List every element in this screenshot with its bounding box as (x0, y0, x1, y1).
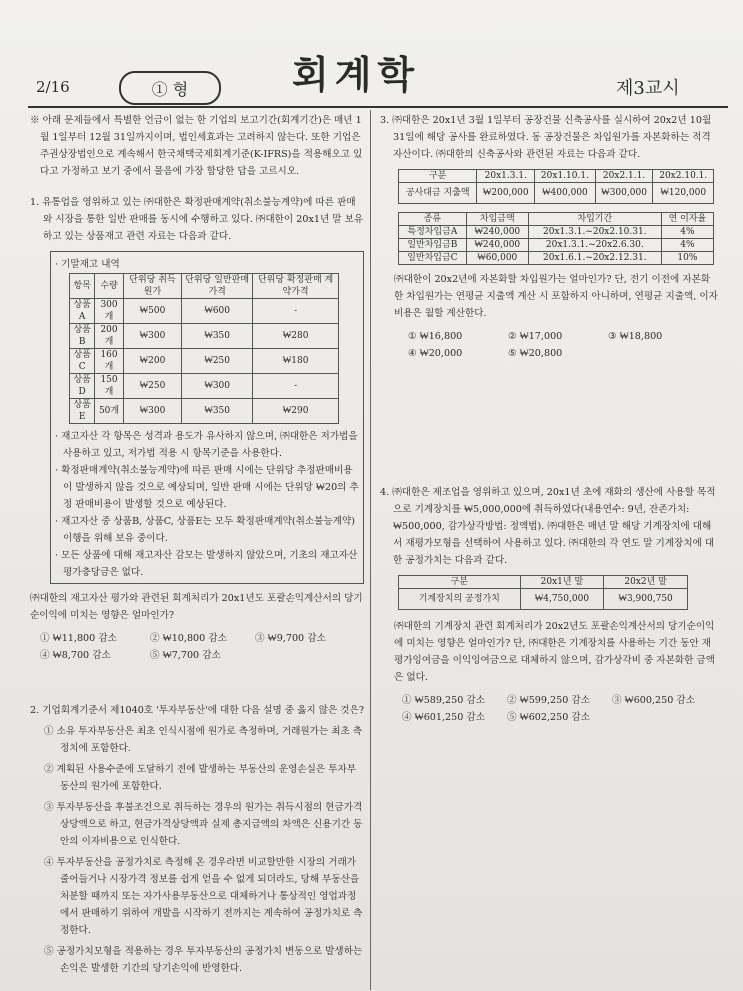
table-cell: ₩240,000 (466, 226, 528, 239)
option[interactable]: ⑤ ₩20,800 (508, 348, 563, 359)
exam-session: 제3교시 (616, 78, 680, 99)
table-cell: - (253, 374, 339, 399)
q1-question: ㈜대한의 재고자산 평가와 관련된 회계처리가 20x1년도 포괄손익계산서의 당기순이익에 미치는 영향은 얼마인가? (30, 593, 363, 621)
note-item: · 재고자산 각 항목은 성격과 용도가 유사하지 않으며, ㈜대한은 저가법을 사용하고 있고, 저가법 적용 시 항목기준을 사용한다. (55, 431, 358, 459)
table-cell: 상품E (70, 399, 95, 424)
table-cell: 150개 (95, 374, 124, 399)
table-row (399, 589, 688, 610)
option[interactable]: ③ 투자부동산을 후불조건으로 취득하는 경우의 원가는 취득시점의 현금가격상당액으로 하고, 현금가격상당액과 실제 총지급액의 차액은 신용기간 동안의 이자비용으로 인식한다. (44, 802, 363, 847)
option[interactable]: ① 소유 투자부동산은 최초 인식시점에 원가로 측정하며, 거래원가는 최초 측정치에 포함한다. (44, 726, 363, 754)
table-header: 20x1.10.1. (535, 170, 595, 183)
table-cell: 상품B (70, 324, 95, 349)
table-header: 수량 (95, 274, 124, 299)
table-header: 항목 (70, 274, 95, 299)
table-cell: ₩400,000 (535, 183, 595, 204)
q3-borrowing-table (398, 212, 714, 265)
table-cell: 10% (661, 252, 713, 265)
table-row (70, 374, 339, 399)
table-cell: ₩350 (182, 399, 253, 424)
table-cell: 20x1.3.1.~20x2.6.30. (528, 239, 661, 252)
table-row (399, 226, 714, 239)
option[interactable]: ③ ₩600,250 감소 (612, 695, 695, 706)
option[interactable]: ④ ₩601,250 감소 (402, 712, 485, 723)
table-header: 20x1.3.1. (477, 170, 535, 183)
table-cell: 4% (661, 226, 713, 239)
q4-question: ㈜대한의 기계장치 관련 회계처리가 20x2년도 포괄손익계산서의 당기순이익에 미치는 영향은 얼마인가? 단, ㈜대한은 기계장치를 사용하는 기간 동안 재평가잉여금을 이익잉여금으로 대체하지 않으며, 감가상각비 중 자본화한 금액은 없다. (394, 621, 715, 683)
q4-fair-value-table (398, 575, 688, 610)
q3-options (380, 328, 718, 362)
table-row (70, 299, 339, 324)
q3-stem: 3. ㈜대한은 20x1년 3월 1일부터 공장건물 신축공사를 실시하여 20x2년 10월 31일에 해당 공사를 완료하였다. 동 공장건물은 차입원가를 자본화하는 적격자산이다. ㈜대한의 신축공사와 관련된 자료는 다음과 같다. (380, 115, 712, 160)
right-column (380, 112, 718, 726)
table-cell: ₩250 (182, 349, 253, 374)
option[interactable]: ④ 투자부동산을 공정가치로 측정해 온 경우라면 비교할만한 시장의 거래가 줄어들거나 시장가격 정보를 쉽게 얻을 수 없게 되더라도, 당해 부동산을 처분할 때까지 또는 자가사용부동산으로 대체하거나 통상적인 영업과정에서 판매하기 위하여 개발을 시작하기 전까지는 계속하여 공정가치로 측정한다. (44, 857, 363, 936)
table-cell: ₩120,000 (653, 183, 714, 204)
table-cell: - (253, 299, 339, 324)
table-cell: ₩180 (253, 349, 339, 374)
q1-data-box (50, 251, 364, 584)
note-item: · 재고자산 중 상품B, 상품C, 상품E는 모두 확정판매계약(취소불능계약) 이행을 위해 보유 중이다. (55, 516, 355, 544)
table-row (70, 399, 339, 424)
column-divider (370, 110, 371, 990)
option[interactable]: ⑤ ₩602,250 감소 (507, 712, 590, 723)
table-header: 연 이자율 (661, 213, 713, 226)
table-cell: ₩280 (253, 324, 339, 349)
option[interactable]: ③ ₩9,700 감소 (255, 633, 326, 644)
option[interactable]: ③ ₩18,800 (608, 331, 663, 342)
table-cell: 50개 (95, 399, 124, 424)
note-item: · 모든 상품에 대해 재고자산 감모는 발생하지 않았으며, 기초의 재고자산평가충당금은 없다. (55, 550, 358, 578)
option[interactable]: ① ₩589,250 감소 (402, 695, 485, 706)
table-cell: 특정차입금A (399, 226, 467, 239)
q3-expenditure-table (398, 169, 714, 204)
option[interactable]: ① ₩11,800 감소 (40, 633, 117, 644)
table-row (70, 324, 339, 349)
header-rule (28, 106, 728, 108)
table-cell: ₩300 (123, 324, 181, 349)
table-cell: 20x1.3.1.~20x2.10.31. (528, 226, 661, 239)
table-cell: 공사대금 지출액 (399, 183, 477, 204)
table-cell: ₩250 (123, 374, 181, 399)
q2-items (30, 723, 364, 977)
table-header: 20x1년 말 (520, 576, 604, 589)
table-cell: ₩290 (253, 399, 339, 424)
table-header: 구분 (399, 576, 521, 589)
table-row (399, 239, 714, 252)
table-cell: ₩4,750,000 (520, 589, 604, 610)
table-header: 20x2.10.1. (653, 170, 714, 183)
table-cell: 4% (661, 239, 713, 252)
table-header: 단위당 확정판매 계약가격 (253, 274, 339, 299)
table-row (70, 349, 339, 374)
table-header: 차입금액 (466, 213, 528, 226)
table-cell: ₩300 (123, 399, 181, 424)
q4-options (380, 692, 718, 726)
page-title: 회계학 (292, 52, 421, 97)
option[interactable]: ① ₩16,800 (408, 331, 463, 342)
page-number: 2/16 (36, 78, 70, 96)
option[interactable]: ② ₩17,000 (508, 331, 563, 342)
option[interactable]: ⑤ ₩7,700 감소 (150, 650, 221, 661)
left-column (30, 112, 364, 977)
q1-options (30, 630, 364, 664)
table-cell: ₩200 (123, 349, 181, 374)
table-header: 단위당 취득원가 (123, 274, 181, 299)
table-header: 차입기간 (528, 213, 661, 226)
table-cell: ₩300 (182, 374, 253, 399)
q1-box-title: · 기말재고 내역 (55, 259, 120, 270)
option[interactable]: ② 계획된 사용수준에 도달하기 전에 발생하는 부동산의 운영손실은 투자부동산의 원가에 포함한다. (44, 764, 357, 792)
table-cell: ₩200,000 (477, 183, 535, 204)
table-cell: 상품C (70, 349, 95, 374)
table-header: 20x2년 말 (604, 576, 688, 589)
table-header: 20x2.1.1. (595, 170, 653, 183)
table-cell: 300개 (95, 299, 124, 324)
table-cell: 일반차입금B (399, 239, 467, 252)
table-cell: 기계장치의 공정가치 (399, 589, 521, 610)
table-cell: 상품D (70, 374, 95, 399)
table-header: 구분 (399, 170, 477, 183)
q2-stem: 2. 기업회계기준서 제1040호 '투자부동산'에 대한 다음 설명 중 옳지 않은 것은? (30, 705, 364, 716)
table-row (399, 252, 714, 265)
option[interactable]: ② ₩10,800 감소 (150, 633, 227, 644)
table-cell: ₩60,000 (466, 252, 528, 265)
table-cell: 상품A (70, 299, 95, 324)
q1-notes (55, 428, 359, 581)
table-cell: 160개 (95, 349, 124, 374)
table-cell: ₩300,000 (595, 183, 653, 204)
table-cell: 20x1.6.1.~20x2.12.31. (528, 252, 661, 265)
table-cell: 일반차입금C (399, 252, 467, 265)
table-cell: ₩3,900,750 (604, 589, 688, 610)
table-cell: ₩240,000 (466, 239, 528, 252)
table-row (399, 183, 714, 204)
option[interactable]: ④ ₩20,000 (408, 348, 463, 359)
instructions: ※ 아래 문제들에서 특별한 언급이 없는 한 기업의 보고기간(회계기간)은 매년 1월 1일부터 12월 31일까지이며, 법인세효과는 고려하지 않는다. 또한 기업은 주권상장법인으로 계속해서 한국채택국제회계기준(K-IFRS)을 적용해오고 있다고 가정하고 보기 중에서 물음에 가장 합당한 답을 고르시오. (30, 115, 363, 177)
exam-form-type: ① 형 (119, 71, 221, 105)
table-cell: ₩350 (182, 324, 253, 349)
option[interactable]: ② ₩599,250 감소 (507, 695, 590, 706)
table-cell: 200개 (95, 324, 124, 349)
table-header: 종류 (399, 213, 467, 226)
q4-stem: 4. ㈜대한은 제조업을 영위하고 있으며, 20x1년 초에 재화의 생산에 사용할 목적으로 기계장치를 ₩5,000,000에 취득하였다(내용연수: 9년, 잔존가치: ₩500,000, 감가상각방법: 정액법). ㈜대한은 매년 말 해당 기계장치에 대해서 재평가모형을 선택하여 사용하고 있다. ㈜대한의 각 연도 말 기계장치에 대한 공정가치는 다음과 같다. (380, 487, 716, 566)
table-cell: ₩600 (182, 299, 253, 324)
note-item: · 확정판매계약(취소불능계약)에 따른 판매 시에는 단위당 추정판매비용이 발생하지 않을 것으로 예상되며, 일반 판매 시에는 단위당 ₩20의 추정 판매비용이 발생할 것으로 예상된다. (55, 465, 359, 510)
q3-question: ㈜대한이 20x2년에 자본화할 차입원가는 얼마인가? 단, 전기 이전에 자본화한 차입원가는 연평균 지출액 계산 시 포함하지 아니하며, 연평균 지출액, 이자비용은 월할 계산한다. (394, 274, 718, 319)
table-header: 단위당 일반판매가격 (182, 274, 253, 299)
q1-stem: 1. 유통업을 영위하고 있는 ㈜대한은 확정판매계약(취소불능계약)에 따른 판매와 시장을 통한 일반 판매를 동시에 수행하고 있다. ㈜대한이 20x1년 말 보유하고 있는 상품재고 관련 자료는 다음과 같다. (30, 197, 364, 242)
table-cell: ₩500 (123, 299, 181, 324)
option[interactable]: ⑤ 공정가치모형을 적용하는 경우 투자부동산의 공정가치 변동으로 발생하는 손익은 발생한 기간의 당기손익에 반영한다. (44, 946, 363, 974)
q1-inventory-table (69, 273, 339, 424)
option[interactable]: ④ ₩8,700 감소 (40, 650, 111, 661)
